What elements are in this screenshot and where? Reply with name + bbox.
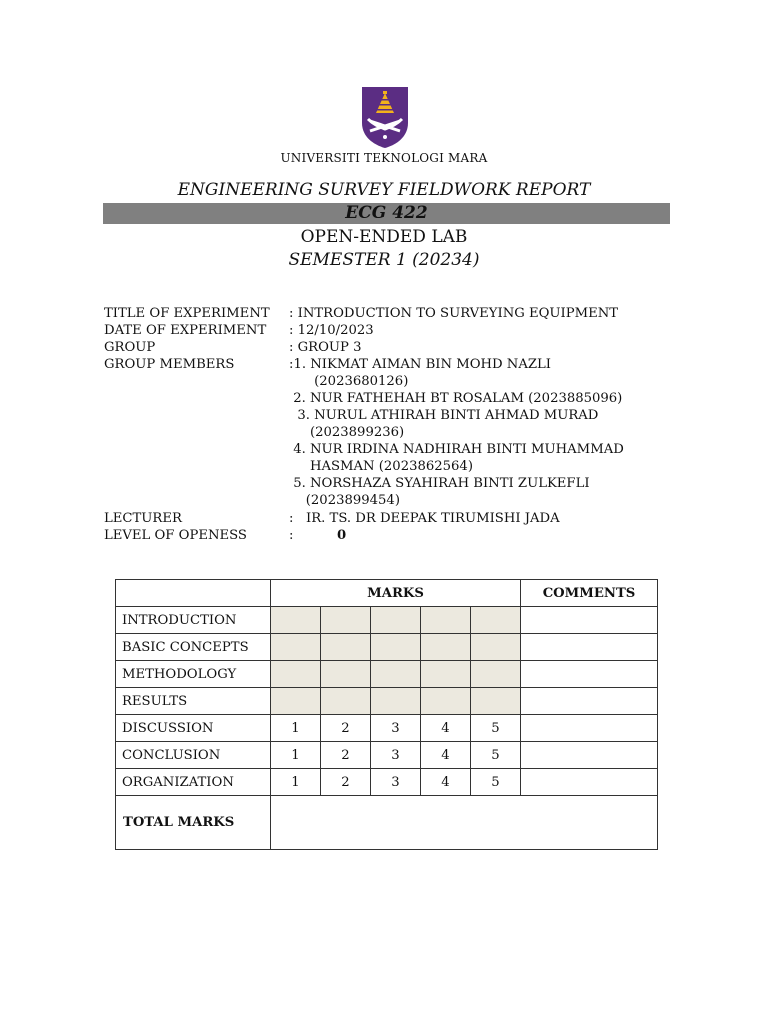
comment-cell[interactable] [521, 715, 658, 742]
uitm-logo-icon [360, 85, 410, 149]
comments-header: COMMENTS [521, 580, 658, 607]
table-row [116, 634, 658, 661]
score-cell[interactable] [371, 634, 421, 661]
lecturer-label: LECTURER [104, 511, 182, 526]
row-category: BASIC CONCEPTS [116, 634, 271, 661]
score-cell[interactable]: 1 [271, 742, 321, 769]
lecturer-value: : IR. TS. DR DEEPAK TIRUMISHI JADA [289, 511, 560, 526]
member-line: 4. NUR IRDINA NADHIRAH BINTI MUHAMMAD [289, 442, 624, 457]
report-title: ENGINEERING SURVEY FIELDWORK REPORT [177, 180, 591, 200]
row-category: METHODOLOGY [116, 661, 271, 688]
member-line: (2023899454) [289, 493, 400, 508]
score-cell[interactable] [271, 661, 321, 688]
comment-cell[interactable] [521, 607, 658, 634]
title-label: TITLE OF EXPERIMENT [104, 306, 270, 321]
score-cell[interactable] [271, 688, 321, 715]
table-row [116, 607, 658, 634]
marks-header: MARKS [271, 580, 521, 607]
title-value: : INTRODUCTION TO SURVEYING EQUIPMENT [289, 306, 619, 321]
score-cell[interactable] [421, 661, 471, 688]
score-cell[interactable] [471, 634, 521, 661]
score-cell[interactable] [321, 688, 371, 715]
university-name-text: UNIVERSITI TEKNOLOGI MARA [280, 151, 488, 165]
score-cell[interactable]: 5 [471, 715, 521, 742]
total-row [116, 796, 658, 850]
date-label: DATE OF EXPERIMENT [104, 323, 267, 338]
university-name [0, 151, 768, 165]
total-value-cell[interactable] [271, 796, 658, 850]
row-category: DISCUSSION [116, 715, 271, 742]
score-cell[interactable] [271, 634, 321, 661]
member-line: 5. NORSHAZA SYAHIRAH BINTI ZULKEFLI [289, 476, 590, 491]
score-cell[interactable] [421, 688, 471, 715]
score-cell[interactable]: 2 [321, 769, 371, 796]
member-line: (2023680126) [289, 374, 409, 389]
score-cell[interactable]: 4 [421, 769, 471, 796]
group-label: GROUP [104, 340, 156, 355]
table-row [116, 742, 658, 769]
score-cell[interactable] [371, 688, 421, 715]
member-line: 3. NURUL ATHIRAH BINTI AHMAD MURAD [289, 408, 599, 423]
member-line: HASMAN (2023862564) [289, 459, 473, 474]
member-line: (2023899236) [289, 425, 405, 440]
comment-cell[interactable] [521, 742, 658, 769]
score-cell[interactable]: 2 [321, 742, 371, 769]
member-line: :1. NIKMAT AIMAN BIN MOHD NAZLI [289, 357, 552, 372]
openess-colon: : [289, 528, 294, 543]
openess-label: LEVEL OF OPENESS [104, 528, 247, 543]
score-cell[interactable]: 3 [371, 769, 421, 796]
score-cell[interactable]: 3 [371, 715, 421, 742]
score-cell[interactable] [471, 607, 521, 634]
date-value: : 12/10/2023 [289, 323, 374, 338]
score-cell[interactable]: 3 [371, 742, 421, 769]
score-cell[interactable]: 1 [271, 715, 321, 742]
table-row [116, 715, 658, 742]
score-cell[interactable] [421, 634, 471, 661]
score-cell[interactable]: 2 [321, 715, 371, 742]
score-cell[interactable]: 5 [471, 742, 521, 769]
score-cell[interactable]: 5 [471, 769, 521, 796]
score-cell[interactable]: 4 [421, 715, 471, 742]
total-label: TOTAL MARKS [116, 796, 271, 850]
score-cell[interactable] [471, 661, 521, 688]
row-category: ORGANIZATION [116, 769, 271, 796]
course-code: ECG 422 [345, 203, 428, 223]
score-cell[interactable]: 4 [421, 742, 471, 769]
score-cell[interactable] [321, 607, 371, 634]
group-value: : GROUP 3 [289, 340, 362, 355]
member-line: 2. NUR FATHEHAH BT ROSALAM (2023885096) [289, 391, 623, 406]
score-cell[interactable] [371, 661, 421, 688]
score-cell[interactable] [271, 607, 321, 634]
score-cell[interactable] [321, 634, 371, 661]
comment-cell[interactable] [521, 769, 658, 796]
comment-cell[interactable] [521, 688, 658, 715]
row-category: INTRODUCTION [116, 607, 271, 634]
marks-table [115, 579, 658, 850]
score-cell[interactable] [321, 661, 371, 688]
table-row [116, 769, 658, 796]
score-cell[interactable] [471, 688, 521, 715]
row-category: CONCLUSION [116, 742, 271, 769]
members-label: GROUP MEMBERS [104, 357, 235, 372]
semester: SEMESTER 1 (20234) [288, 250, 480, 270]
table-row [116, 661, 658, 688]
lab-type: OPEN-ENDED LAB [300, 227, 468, 247]
table-row [116, 688, 658, 715]
table-header-row [116, 580, 658, 607]
row-category: RESULTS [116, 688, 271, 715]
header-blank-cell [116, 580, 271, 607]
score-cell[interactable] [421, 607, 471, 634]
comment-cell[interactable] [521, 634, 658, 661]
openess-value: 0 [337, 528, 347, 543]
score-cell[interactable]: 1 [271, 769, 321, 796]
comment-cell[interactable] [521, 661, 658, 688]
score-cell[interactable] [371, 607, 421, 634]
